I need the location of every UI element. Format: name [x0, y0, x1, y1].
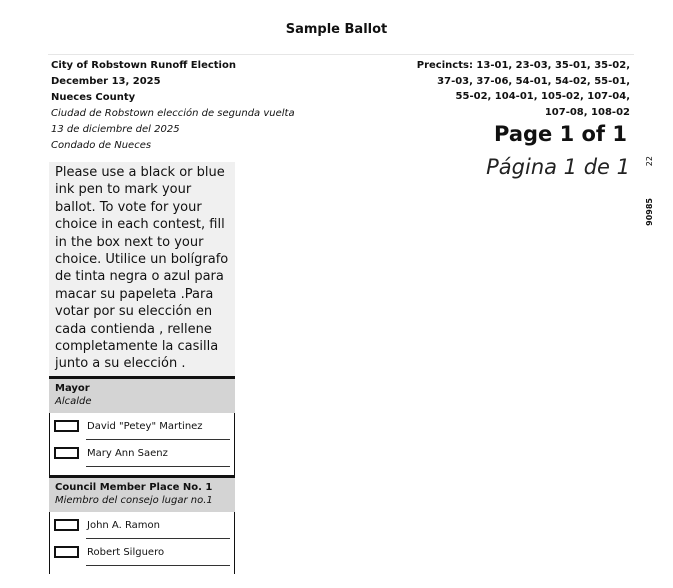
candidate-name: David "Petey" Martinez — [87, 420, 203, 432]
vote-checkbox[interactable] — [54, 546, 79, 558]
option-underline — [86, 565, 230, 566]
contest-header-mayor — [49, 379, 235, 413]
county-es: Condado de Nueces — [51, 140, 152, 151]
option-underline — [86, 466, 230, 467]
candidate-option[interactable] — [50, 440, 234, 467]
vote-checkbox[interactable] — [54, 447, 79, 459]
side-code-bottom: 90985 — [645, 198, 654, 226]
precinct-line: 55-02, 104-01, 105-02, 107-04, — [455, 91, 630, 102]
header-divider — [48, 54, 634, 55]
ballot-title: Sample Ballot — [285, 22, 388, 37]
vote-checkbox[interactable] — [54, 519, 79, 531]
candidate-name: Mary Ann Saenz — [87, 447, 168, 459]
contest-title-es: Miembro del consejo lugar no.1 — [55, 494, 213, 506]
precinct-list — [400, 58, 630, 120]
candidate-option[interactable] — [50, 413, 234, 440]
contest-title-en: Mayor — [55, 382, 90, 394]
election-name-en: City of Robstown Runoff Election — [51, 60, 236, 71]
voting-instructions: Please use a black or blue ink pen to mark your ballot. To vote for your choice in each contest, fill in the box next to your choice. Utilice un bolígrafo de tinta negra o azul para macar su papeleta .Para votar por su elección en cada contienda , rellene completamente la casilla junto a su elección . — [49, 162, 235, 376]
contest-spacer — [49, 467, 235, 475]
candidate-option[interactable] — [50, 512, 234, 539]
contest-options-mayor — [49, 413, 235, 467]
election-date-en: December 13, 2025 — [51, 76, 161, 87]
candidate-name: John A. Ramon — [87, 519, 160, 531]
candidate-option[interactable] — [50, 539, 234, 566]
election-info — [51, 58, 351, 154]
contest-header-council — [49, 478, 235, 512]
county-en: Nueces County — [51, 92, 136, 103]
contest-options-council — [49, 512, 235, 566]
contest-title-en: Council Member Place No. 1 — [55, 481, 213, 493]
vote-checkbox[interactable] — [54, 420, 79, 432]
page-number-es: Página 1 de 1 — [486, 155, 630, 179]
election-date-es: 13 de diciembre del 2025 — [51, 124, 180, 135]
precinct-line: 107-08, 108-02 — [544, 106, 630, 118]
election-name-es: Ciudad de Robstown elección de segunda vuelta — [51, 108, 295, 119]
contest-spacer — [49, 566, 235, 574]
candidate-name: Robert Silguero — [87, 546, 165, 558]
side-code-top: 22 — [645, 156, 654, 167]
precinct-line: 37-03, 37-06, 54-01, 54-02, 55-01, — [437, 75, 630, 87]
precinct-line: Precincts: 13-01, 23-03, 35-01, 35-02, — [416, 60, 630, 71]
ballot-column — [49, 162, 235, 574]
page-number-en: Page 1 of 1 — [494, 122, 627, 146]
contest-title-es: Alcalde — [55, 395, 92, 407]
